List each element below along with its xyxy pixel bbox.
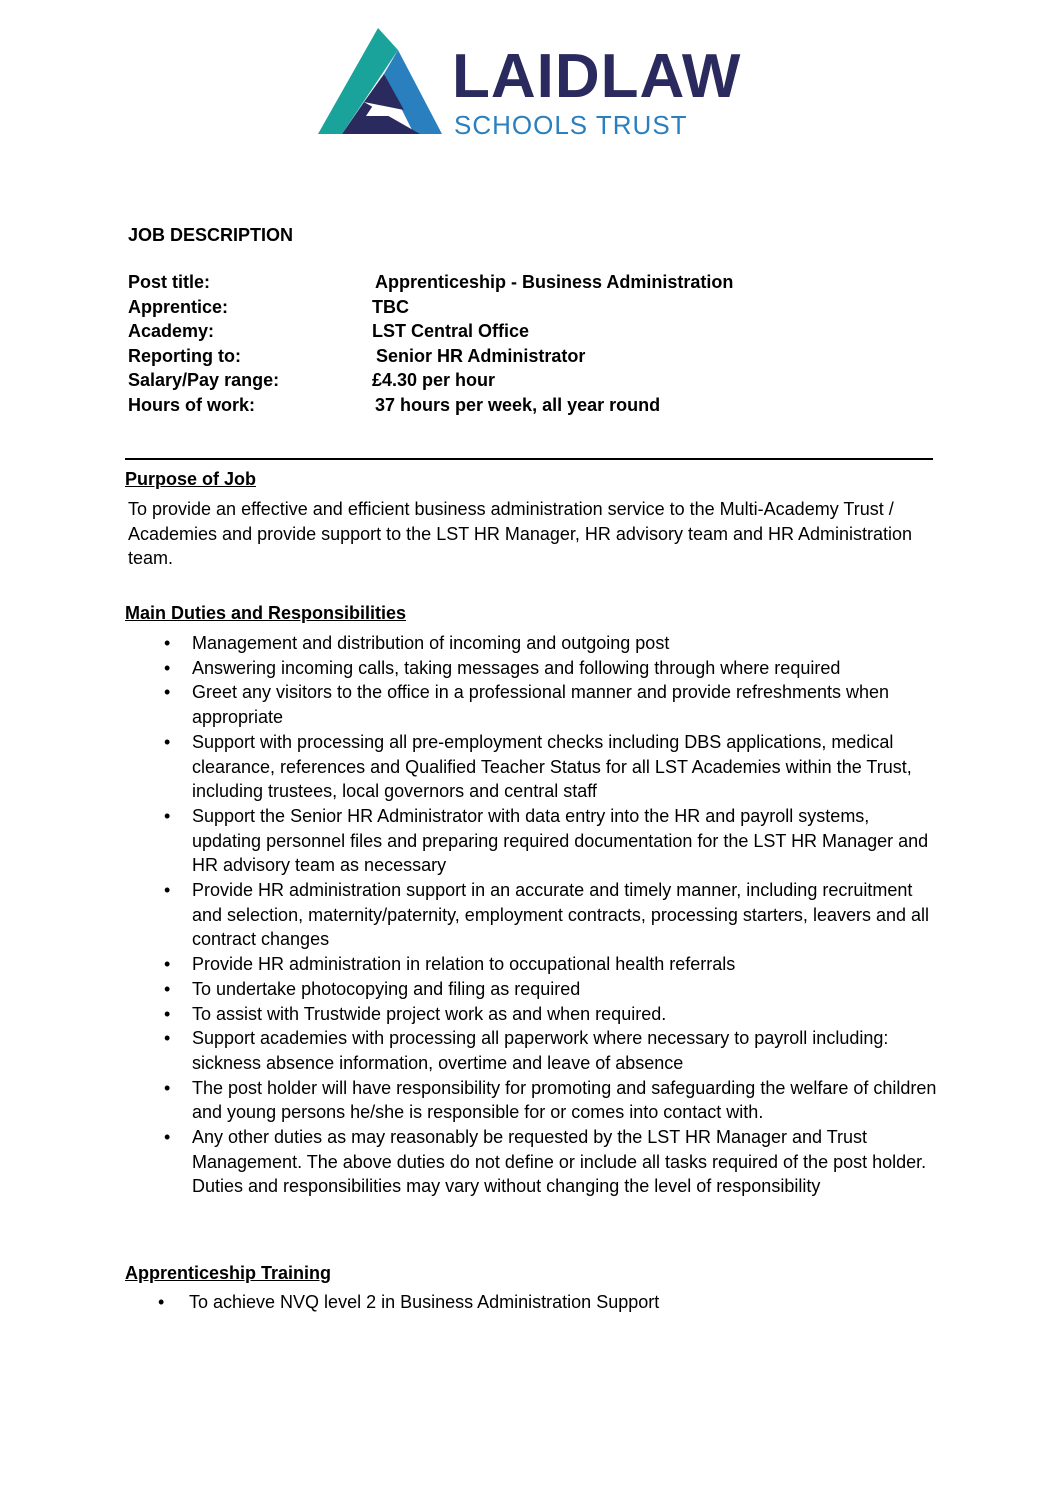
detail-value: 37 hours per week, all year round [375,394,661,415]
list-item: • Answering incoming calls, taking messages and following through where required [128,656,940,681]
triangle-logo-mark-icon [316,24,446,142]
detail-row-salary [128,368,733,393]
horizontal-divider [125,458,933,460]
list-item: • Support the Senior HR Administrator with data entry into the HR and payroll systems, updating personnel files and preparing required documentation for the LST HR Manager and HR advisory team as necessary [128,804,940,878]
detail-label: Reporting to: [128,345,241,366]
list-item: • Support with processing all pre-employment checks including DBS applications, medical clearance, references and Qualified Teacher Status for all LST Academies within the Trust, including trustees, local governors and central staff [128,730,940,804]
detail-row-post-title [128,270,733,295]
list-item: • Provide HR administration support in an accurate and timely manner, including recruitment and selection, maternity/paternity, employment contracts, processing starters, leavers and all contract changes [128,878,940,952]
logo-wordmark: LAIDLAW [452,42,742,111]
detail-row-hours [128,393,733,418]
list-item: • To achieve NVQ level 2 in Business Administration Support [128,1290,940,1315]
duties-list [128,631,940,1199]
logo-subtitle: SCHOOLS TRUST [454,110,688,140]
list-item: • To undertake photocopying and filing as required [128,977,940,1002]
list-item: • The post holder will have responsibility for promoting and safeguarding the welfare of children and young persons he/she is responsible for or comes into contact with. [128,1076,940,1125]
list-item: • Support academies with processing all paperwork where necessary to payroll including: sickness absence information, overtime and leave of absence [128,1026,940,1075]
list-item: • To assist with Trustwide project work as and when required. [128,1002,940,1027]
list-item: • Management and distribution of incoming and outgoing post [128,631,940,656]
training-heading: Apprenticeship Training [125,1263,332,1283]
detail-value: Apprenticeship - Business Administration [375,272,734,292]
detail-label: Academy: [128,321,215,341]
job-details [128,270,733,417]
detail-row-academy [128,319,733,344]
detail-label: Post title: [128,272,211,292]
detail-label: Apprentice: [128,296,229,317]
detail-value: Senior HR Administrator [376,345,586,366]
detail-row-apprentice [128,295,733,320]
document-title: JOB DESCRIPTION [128,225,294,245]
list-item: • Any other duties as may reasonably be requested by the LST HR Manager and Trust Management. The above duties do not define or include all tasks required of the post holder. Duties and responsibilities may vary without changing the level of responsibility [128,1125,940,1199]
purpose-text: To provide an effective and efficient business administration service to the Multi-Academy Trust / Academies and provide support to the LST HR Manager, HR advisory team and HR Administration team. [128,499,913,568]
laidlaw-logo [316,24,742,142]
detail-row-reporting-to [128,344,733,369]
duties-heading: Main Duties and Responsibilities [125,603,407,623]
detail-value: TBC [372,296,409,317]
detail-label: Hours of work: [128,394,256,415]
detail-label: Salary/Pay range: [128,370,280,390]
detail-value: LST Central Office [372,321,530,341]
training-list [128,1290,940,1315]
list-item: • Provide HR administration in relation to occupational health referrals [128,952,940,977]
purpose-heading: Purpose of Job [125,469,257,489]
detail-value: £4.30 per hour [372,370,496,390]
list-item: • Greet any visitors to the office in a professional manner and provide refreshments when appropriate [128,680,940,729]
